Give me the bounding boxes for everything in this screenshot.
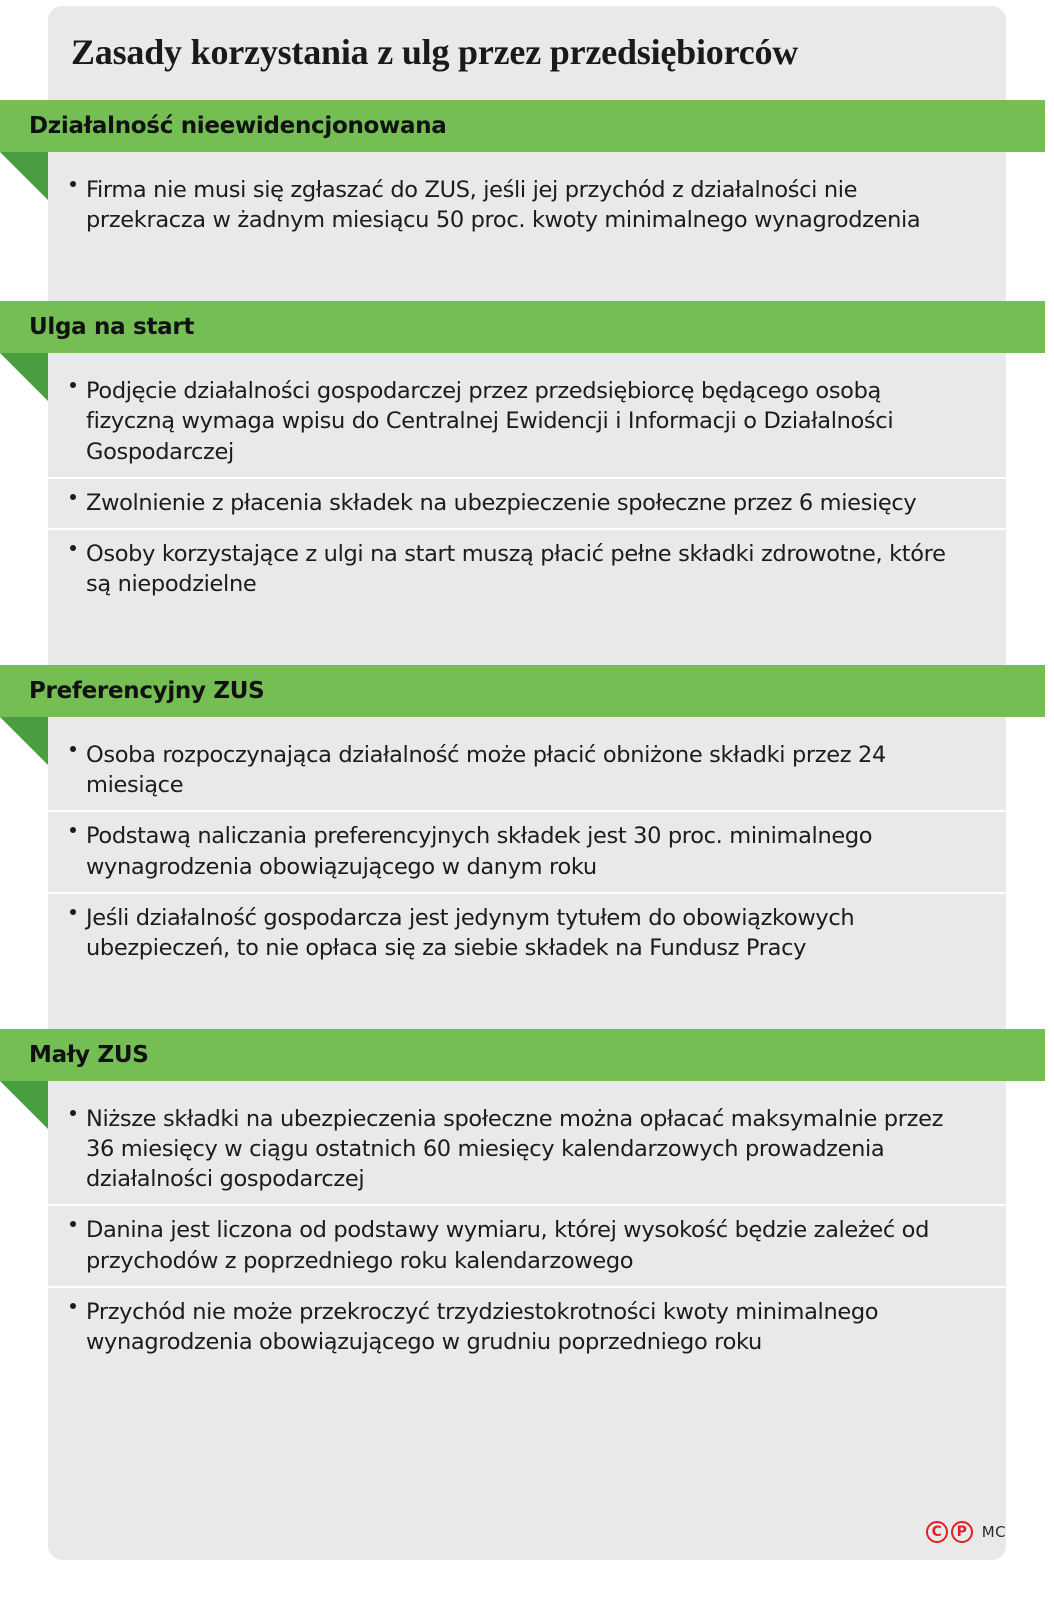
list-item	[48, 892, 1006, 973]
section-maly-zus	[0, 1029, 1054, 1389]
list-item	[48, 1286, 1006, 1367]
bullet-list	[48, 166, 1006, 245]
bullet-dot-icon	[70, 827, 76, 833]
ribbon-fold-icon	[0, 1081, 48, 1129]
bullet-list	[48, 1095, 1006, 1367]
footer-credit	[926, 1521, 1006, 1543]
list-item	[48, 731, 1006, 810]
bullet-dot-icon	[70, 1110, 76, 1116]
list-item-text: Osoby korzystające z ulgi na start muszą płacić pełne składki zdrowotne, które są niepodzielne	[86, 540, 946, 597]
list-item	[48, 810, 1006, 891]
section-header-bar	[0, 100, 1045, 152]
bullet-list	[48, 731, 1006, 973]
section-heading: Działalność nieewidencjonowana	[29, 113, 447, 139]
bullet-dot-icon	[70, 909, 76, 915]
section-body	[48, 353, 1006, 631]
bullet-dot-icon	[70, 1303, 76, 1309]
list-item-text: Jeśli działalność gospodarcza jest jedynym tytułem do obowiązkowych ubezpieczeń, to nie opłaca się za siebie składek na Fundusz Pracy	[86, 904, 855, 961]
list-item-text: Niższe składki na ubezpieczenia społeczne można opłacać maksymalnie przez 36 miesięcy w ciągu ostatnich 60 miesięcy kalendarzowych prowadzenia działalności gospodarczej	[86, 1105, 944, 1193]
section-gap-fill	[48, 631, 1006, 665]
section-preferencyjny-zus	[0, 665, 1054, 995]
list-item	[48, 1204, 1006, 1285]
list-item-text: Danina jest liczona od podstawy wymiaru, której wysokość będzie zależeć od przychodów z poprzedniego roku kalendarzowego	[86, 1217, 930, 1274]
section-body	[48, 1081, 1006, 1389]
section-gap	[0, 631, 1054, 665]
page-title: Zasady korzystania z ulg przez przedsiębiorców	[71, 32, 799, 73]
section-header-bar	[0, 301, 1045, 353]
section-body	[48, 717, 1006, 995]
section-body	[48, 152, 1006, 267]
page-title-block	[48, 6, 1006, 100]
cp-logo	[926, 1521, 973, 1543]
list-item	[48, 528, 1006, 609]
list-item-text: Firma nie musi się zgłaszać do ZUS, jeśli jej przychód z działalności nie przekracza w żadnym miesiącu 50 proc. kwoty minimalnego wynagrodzenia	[86, 177, 921, 234]
section-heading: Ulga na start	[29, 314, 195, 341]
ribbon-fold-icon	[0, 717, 48, 765]
list-item-text: Podjęcie działalności gospodarczej przez przedsiębiorcę będącego osobą fizyczną wymaga wpisu do Centralnej Ewidencji i Informacji o Działalności Gospodarczej	[86, 378, 894, 465]
section-gap	[0, 267, 1054, 301]
ribbon-fold-icon	[0, 353, 48, 401]
section-gap	[0, 995, 1054, 1029]
list-item-text: Zwolnienie z płacenia składek na ubezpieczenie społeczne przez 6 miesięcy	[86, 489, 917, 516]
list-item-text: Podstawą naliczania preferencyjnych składek jest 30 proc. minimalnego wynagrodzenia obowiązującego w danym roku	[86, 823, 873, 880]
list-item	[48, 166, 1006, 245]
section-heading: Preferencyjny ZUS	[29, 678, 265, 705]
bullet-dot-icon	[70, 494, 76, 500]
list-item	[48, 1095, 1006, 1204]
bullet-dot-icon	[70, 746, 76, 752]
bullet-list	[48, 367, 1006, 609]
copyright-icon: C	[926, 1521, 948, 1543]
list-item	[48, 367, 1006, 476]
list-item-text: Przychód nie może przekroczyć trzydziestokrotności kwoty minimalnego wynagrodzenia obowiązującego w grudniu poprzedniego roku	[86, 1298, 879, 1355]
section-dzialalnosc-nieewidencjonowana	[0, 100, 1054, 267]
section-gap-fill	[48, 267, 1006, 301]
protected-icon: P	[951, 1521, 973, 1543]
list-item	[48, 477, 1006, 528]
ribbon-fold-icon	[0, 152, 48, 200]
section-heading: Mały ZUS	[29, 1041, 149, 1068]
sections-container	[0, 100, 1054, 1389]
section-ulga-na-start	[0, 301, 1054, 631]
section-gap-fill	[48, 995, 1006, 1029]
bullet-dot-icon	[70, 382, 76, 388]
list-item-text: Osoba rozpoczynająca działalność może płacić obniżone składki przez 24 miesiące	[86, 742, 886, 799]
author-initials: MC	[981, 1523, 1006, 1541]
bullet-dot-icon	[70, 545, 76, 551]
bullet-dot-icon	[70, 1221, 76, 1227]
section-header-bar	[0, 665, 1045, 717]
section-header-bar	[0, 1029, 1045, 1081]
bullet-dot-icon	[70, 181, 76, 187]
